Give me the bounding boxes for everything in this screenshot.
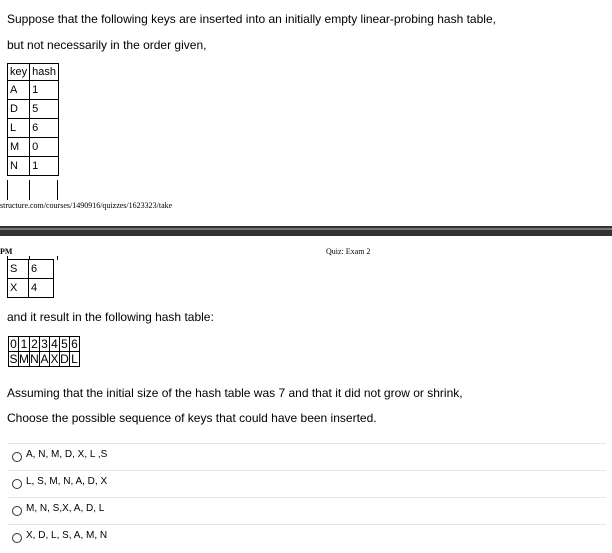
- key-hash-table-continued: [7, 259, 54, 298]
- radio-button[interactable]: [12, 506, 22, 516]
- key-cell: S: [8, 260, 29, 279]
- hash-cell: 6: [29, 260, 54, 279]
- answer-option-label[interactable]: M, N, S,X, A, D, L: [26, 503, 105, 514]
- hash-cell: 1: [30, 157, 59, 176]
- slot-key-cell: M: [19, 352, 29, 366]
- slot-key-cell: N: [30, 352, 39, 366]
- radio-button[interactable]: [12, 479, 22, 489]
- index-cell: 3: [41, 337, 48, 351]
- result-text: and it result in the following hash table:: [7, 310, 214, 324]
- hash-cell: 6: [30, 119, 59, 138]
- page-url: structure.com/courses/1490916/quizzes/1623323/take: [0, 201, 173, 210]
- index-cell: 1: [19, 337, 30, 352]
- answer-option-label[interactable]: L, S, M, N, A, D, X: [26, 476, 108, 487]
- table-row: [8, 81, 59, 100]
- header-hash: hash: [30, 64, 59, 81]
- key-cell: M: [8, 138, 30, 157]
- hash-cell: 5: [30, 100, 59, 119]
- resulting-hash-table: [8, 336, 80, 367]
- hash-cell: 4: [29, 279, 54, 298]
- table-row: [8, 260, 54, 279]
- key-cell: X: [8, 279, 29, 298]
- index-cell: 5: [61, 337, 68, 351]
- slot-key-cell: A: [40, 352, 49, 366]
- index-cell: 4: [51, 337, 58, 351]
- key-cell: D: [8, 100, 30, 119]
- index-cell: 6: [71, 337, 78, 351]
- radio-button[interactable]: [12, 533, 22, 543]
- slot-key-cell: D: [60, 352, 69, 366]
- answer-option-label[interactable]: X, D, L, S, A, M, N: [26, 530, 108, 541]
- question-line-1: Suppose that the following keys are inserted into an initially empty linear-probing hash table,: [7, 12, 496, 26]
- answer-option[interactable]: [8, 470, 606, 495]
- table-row: [8, 279, 54, 298]
- key-row: [9, 352, 80, 367]
- slot-key-cell: X: [50, 352, 59, 366]
- answer-option[interactable]: [8, 524, 606, 549]
- table-row: [8, 100, 59, 119]
- hash-cell: 1: [30, 81, 59, 100]
- key-cell: N: [8, 157, 30, 176]
- answer-option-label[interactable]: A, N, M, D, X, L ,S: [26, 449, 108, 460]
- key-cell: A: [8, 81, 30, 100]
- question-line-2: but not necessarily in the order given,: [7, 38, 207, 52]
- radio-button[interactable]: [12, 452, 22, 462]
- index-cell: 2: [31, 337, 38, 351]
- key-hash-table: [7, 63, 59, 176]
- page-divider: [0, 226, 612, 236]
- instruction-text: Choose the possible sequence of keys that could have been inserted.: [7, 411, 377, 425]
- print-time: PM: [0, 247, 13, 256]
- table-row: [8, 119, 59, 138]
- index-row: [9, 337, 80, 352]
- print-quiz-title: Quiz: Exam 2: [326, 247, 371, 256]
- answer-option[interactable]: [8, 443, 606, 468]
- hash-cell: 0: [30, 138, 59, 157]
- table-row: [8, 157, 59, 176]
- index-cell: 0: [10, 337, 17, 351]
- key-cell: L: [8, 119, 30, 138]
- answer-option[interactable]: [8, 497, 606, 522]
- table-continuation-lines: [7, 180, 67, 200]
- assumption-text: Assuming that the initial size of the hash table was 7 and that it did not grow or shrink,: [7, 386, 463, 400]
- table-row: [8, 138, 59, 157]
- slot-key-cell: L: [71, 352, 78, 366]
- header-key: key: [8, 64, 30, 81]
- slot-key-cell: S: [9, 352, 18, 366]
